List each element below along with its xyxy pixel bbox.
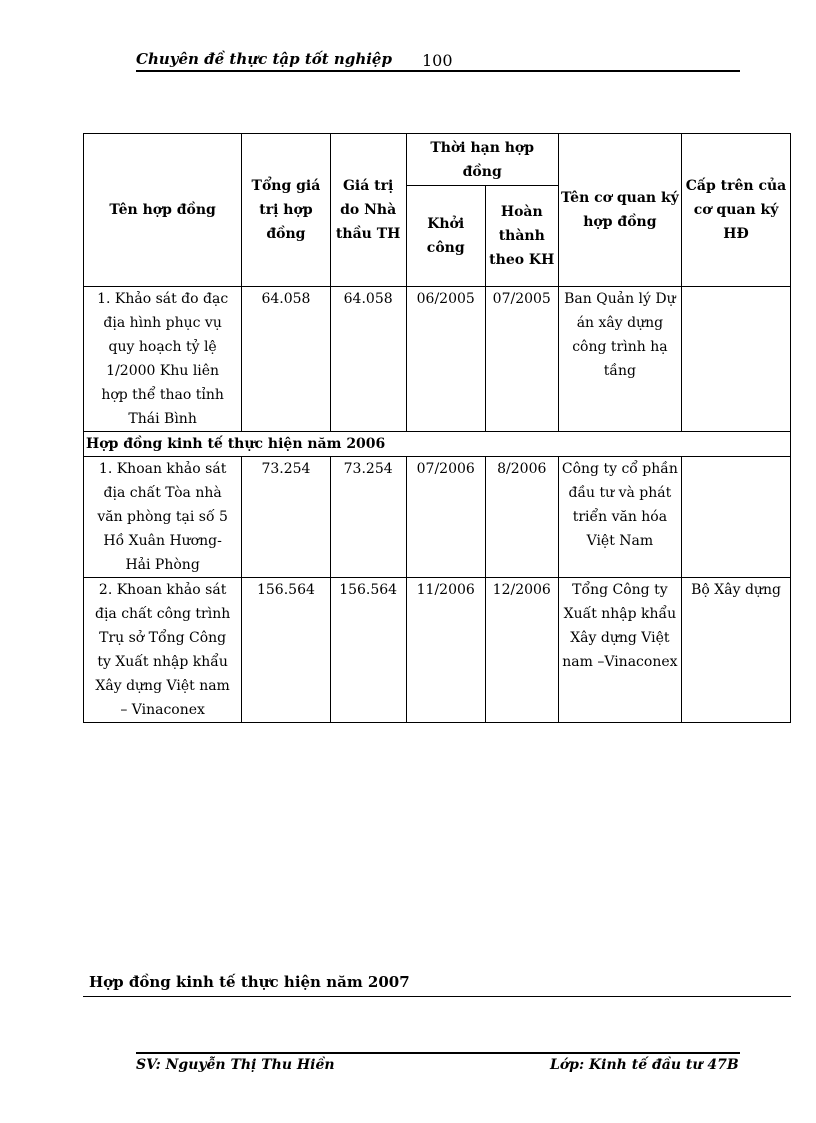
cell-name: 2. Khoan khảo sát địa chất công trình Trụ sở Tổng Công ty Xuất nhập khẩu Xây dựng Việt nam – Vinaconex	[84, 578, 242, 723]
cell-name: 1. Khoan khảo sát địa chất Tòa nhà văn phòng tại số 5 Hồ Xuân Hương- Hải Phòng	[84, 457, 242, 578]
page-number: 100	[422, 51, 453, 70]
footer-rule	[136, 1052, 740, 1054]
col-header-name: Tên hợp đồng	[84, 134, 242, 287]
section-row	[84, 432, 791, 457]
section-title-2006: Hợp đồng kinh tế thực hiện năm 2006	[84, 432, 791, 457]
footer-student: SV: Nguyễn Thị Thu Hiền	[136, 1057, 335, 1073]
table-row	[84, 578, 791, 723]
cell-superior	[682, 457, 791, 578]
table-row	[84, 457, 791, 578]
col-header-finish: Hoàn thành theo KH	[485, 186, 558, 287]
cell-contractor-value: 73.254	[330, 457, 406, 578]
cell-contractor-value: 156.564	[330, 578, 406, 723]
col-header-duration: Thời hạn hợp đồng	[406, 134, 558, 186]
col-header-superior: Cấp trên của cơ quan ký HĐ	[682, 134, 791, 287]
cell-finish: 8/2006	[485, 457, 558, 578]
header-rule	[136, 70, 740, 72]
cell-superior: Bộ Xây dựng	[682, 578, 791, 723]
section-rule	[83, 996, 791, 997]
section-title-2007: Hợp đồng kinh tế thực hiện năm 2007	[89, 973, 410, 991]
footer-class: Lớp: Kinh tế đầu tư 47B	[550, 1057, 739, 1073]
cell-start: 07/2006	[406, 457, 485, 578]
col-header-start: Khởi công	[406, 186, 485, 287]
cell-start: 06/2005	[406, 287, 485, 432]
cell-superior	[682, 287, 791, 432]
cell-finish: 12/2006	[485, 578, 558, 723]
contracts-table	[83, 133, 791, 723]
cell-name: 1. Khảo sát đo đạc địa hình phục vụ quy hoạch tỷ lệ 1/2000 Khu liên hợp thể thao tỉnh Thái Bình	[84, 287, 242, 432]
cell-total-value: 64.058	[242, 287, 330, 432]
cell-start: 11/2006	[406, 578, 485, 723]
cell-agency: Công ty cổ phần đầu tư và phát triển văn hóa Việt Nam	[558, 457, 681, 578]
cell-agency: Tổng Công ty Xuất nhập khẩu Xây dựng Việt nam –Vinaconex	[558, 578, 681, 723]
cell-agency: Ban Quản lý Dự án xây dựng công trình hạ tầng	[558, 287, 681, 432]
cell-contractor-value: 64.058	[330, 287, 406, 432]
cell-total-value: 156.564	[242, 578, 330, 723]
col-header-agency: Tên cơ quan ký hợp đồng	[558, 134, 681, 287]
table-row	[84, 287, 791, 432]
col-header-total-value: Tổng giá trị hợp đồng	[242, 134, 330, 287]
cell-finish: 07/2005	[485, 287, 558, 432]
col-header-contractor-value: Giá trị do Nhà thầu TH	[330, 134, 406, 287]
cell-total-value: 73.254	[242, 457, 330, 578]
document-header-title: Chuyên đề thực tập tốt nghiệp	[136, 50, 392, 68]
